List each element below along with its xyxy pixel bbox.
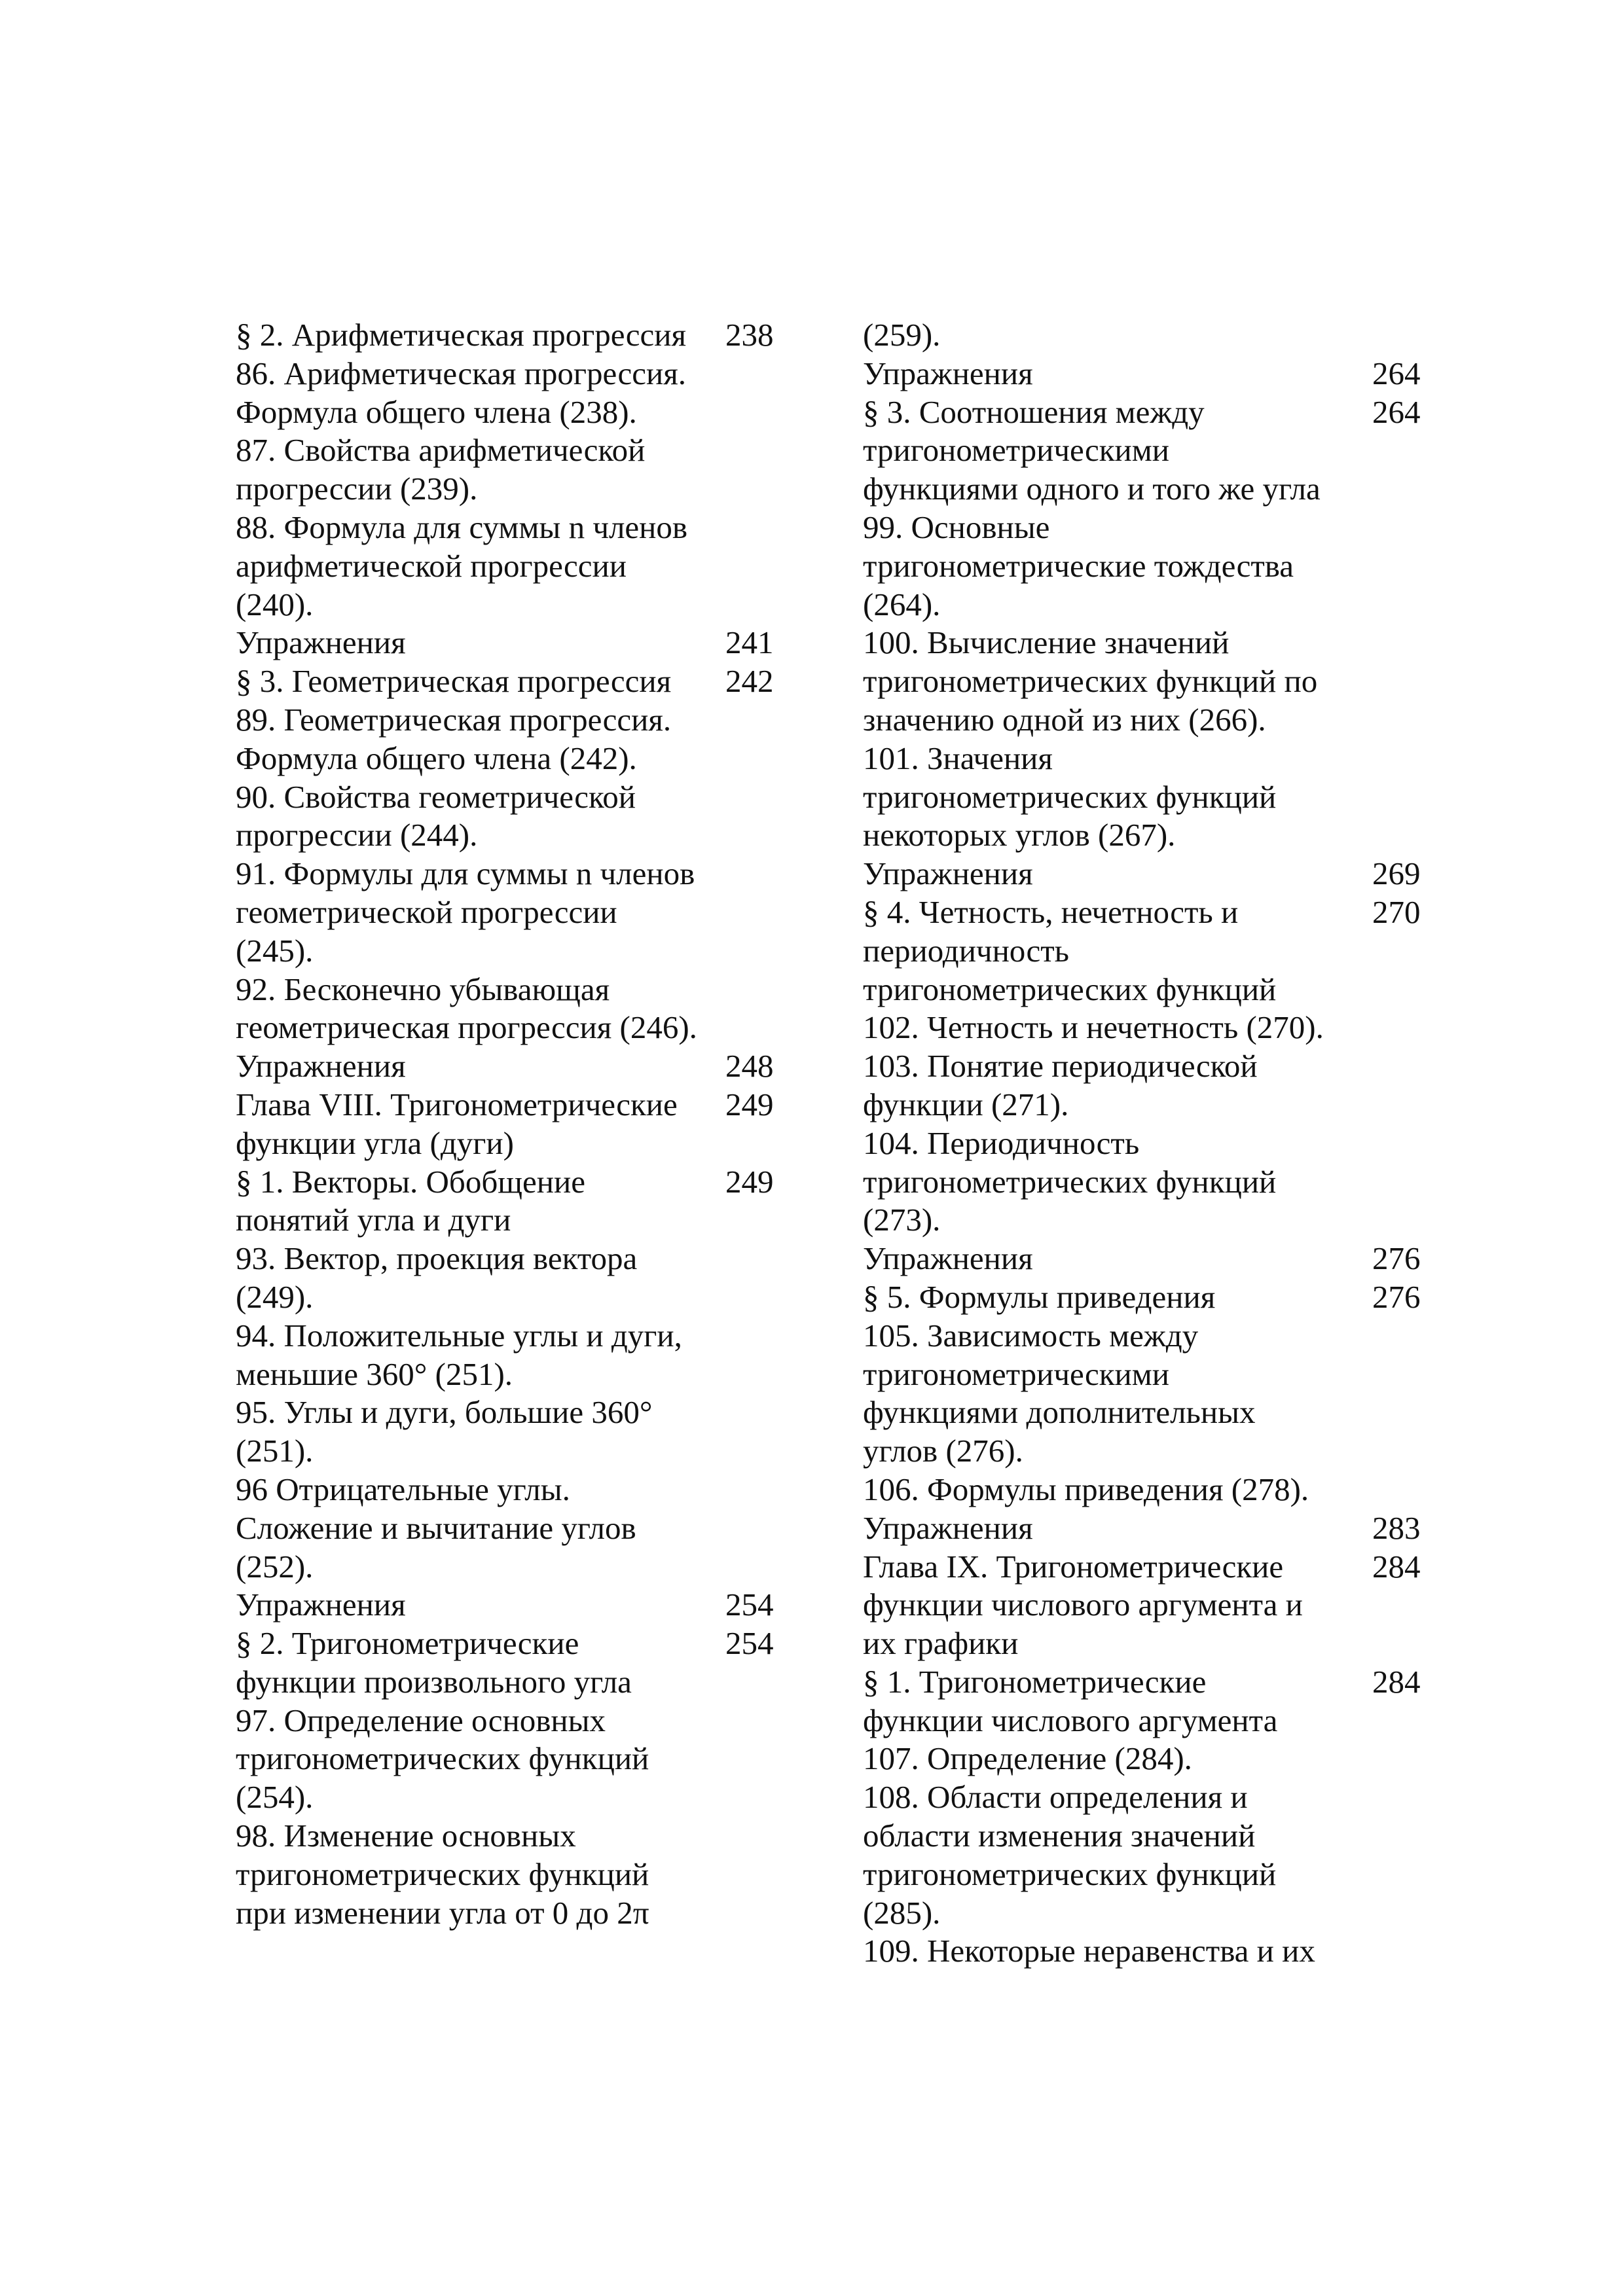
toc-entry	[236, 509, 825, 624]
toc-entry-page: 276	[1372, 1240, 1421, 1277]
toc-entry-page: 248	[725, 1048, 774, 1085]
toc-entry-text: 108. Области определения и области изменения значений тригонометрических функций (285).	[863, 1779, 1277, 1931]
toc-entry-text: 88. Формула для суммы n членов арифметической прогрессии (240).	[236, 509, 688, 622]
toc-entry	[863, 624, 1439, 739]
toc-entry-text: 104. Периодичность тригонометрических функций (273).	[863, 1124, 1277, 1238]
toc-entry	[863, 1509, 1439, 1548]
toc-entry	[236, 316, 825, 355]
toc-entry	[236, 1086, 825, 1163]
toc-entry-text: § 3. Соотношения между тригонометрическими функциями одного и того же угла	[863, 393, 1321, 507]
toc-entry-text: § 3. Геометрическая прогрессия	[236, 663, 672, 700]
toc-entry	[236, 662, 825, 701]
toc-left-column	[236, 316, 825, 1932]
toc-entry	[863, 1932, 1439, 1971]
toc-entry-text: § 1. Тригонометрические функции числового аргумента	[863, 1663, 1278, 1738]
toc-entry-page: 276	[1372, 1278, 1421, 1315]
toc-entry	[236, 1471, 825, 1586]
toc-entry-page: 238	[725, 317, 774, 353]
toc-entry-text: Упражнения	[863, 1240, 1033, 1277]
toc-entry-text: 105. Зависимость между тригонометрическими функциями дополнительных углов (276).	[863, 1317, 1256, 1469]
toc-entry	[863, 1278, 1439, 1317]
toc-entry	[236, 1393, 825, 1471]
toc-entry	[863, 1317, 1439, 1471]
toc-entry	[863, 855, 1439, 893]
toc-entry-text: 102. Четность и нечетность (270).	[863, 1009, 1324, 1046]
toc-entry-text: 95. Углы и дуги, большие 360° (251).	[236, 1394, 653, 1469]
toc-entry-text: Упражнения	[863, 1509, 1033, 1546]
toc-entry	[863, 1047, 1439, 1124]
toc-entry	[863, 1009, 1439, 1047]
toc-entry-text: Упражнения	[863, 855, 1033, 892]
toc-entry-text: Упражнения	[236, 624, 406, 661]
toc-entry-text: (259).	[863, 317, 941, 353]
toc-entry-page: 284	[1372, 1548, 1421, 1585]
toc-entry-page: 264	[1372, 393, 1421, 430]
toc-entry	[236, 971, 825, 1048]
toc-entry	[236, 1317, 825, 1394]
toc-entry-page: 264	[1372, 355, 1421, 391]
toc-entry	[236, 1163, 825, 1240]
toc-entry-text: 100. Вычисление значений тригонометрических функций по значению одной из них (266).	[863, 624, 1318, 738]
toc-entry	[863, 1548, 1439, 1663]
toc-entry-text: 99. Основные тригонометрические тождества (264).	[863, 509, 1294, 622]
toc-entry-text: § 4. Четность, нечетность и периодичность тригонометрических функций	[863, 893, 1277, 1007]
toc-entry-text: 93. Вектор, проекция вектора (249).	[236, 1240, 638, 1315]
toc-entry-text: 87. Свойства арифметической прогрессии (239).	[236, 432, 646, 507]
toc-entry-text: Упражнения	[236, 1587, 406, 1623]
toc-entry	[863, 393, 1439, 509]
toc-entry	[236, 855, 825, 970]
toc-entry-text: 96 Отрицательные углы. Сложение и вычитание углов (252).	[236, 1471, 636, 1585]
toc-entry-page: 284	[1372, 1663, 1421, 1700]
toc-entry	[236, 1817, 825, 1932]
toc-entry	[863, 509, 1439, 624]
toc-entry-text: 103. Понятие периодической функции (271).	[863, 1048, 1258, 1122]
toc-entry	[863, 1663, 1439, 1740]
toc-entry-text: 106. Формулы приведения (278).	[863, 1471, 1309, 1507]
toc-entry	[236, 355, 825, 432]
toc-entry-text: 89. Геометрическая прогрессия. Формула общего члена (242).	[236, 701, 672, 776]
toc-entry-text: 91. Формулы для суммы n членов геометрической прогрессии (245).	[236, 855, 695, 969]
toc-entry	[236, 1702, 825, 1817]
toc-entry	[236, 1047, 825, 1086]
toc-entry-text: § 1. Векторы. Обобщение понятий угла и дуги	[236, 1163, 585, 1238]
toc-entry-text: 90. Свойства геометрической прогрессии (244).	[236, 778, 636, 853]
toc-entry-text: 101. Значения тригонометрических функций некоторых углов (267).	[863, 740, 1277, 853]
toc-entry-text: 86. Арифметическая прогрессия. Формула общего члена (238).	[236, 355, 687, 430]
toc-entry-page: 283	[1372, 1509, 1421, 1546]
toc-entry-text: Глава IX. Тригонометрические функции числового аргумента и их графики	[863, 1548, 1303, 1662]
toc-entry-text: Упражнения	[863, 355, 1033, 391]
toc-entry-text: Упражнения	[236, 1048, 406, 1085]
toc-entry-page: 269	[1372, 855, 1421, 892]
toc-entry	[863, 1740, 1439, 1778]
toc-entry	[863, 1124, 1439, 1240]
toc-entry	[236, 1240, 825, 1317]
toc-entry	[863, 893, 1439, 1009]
toc-entry-text: 97. Определение основных тригонометрических функций (254).	[236, 1702, 649, 1816]
toc-entry	[236, 624, 825, 662]
toc-entry-text: 92. Бесконечно убывающая геометрическая прогрессия (246).	[236, 971, 697, 1046]
toc-entry-page: 242	[725, 663, 774, 700]
toc-entry	[236, 701, 825, 778]
toc-entry	[236, 778, 825, 855]
toc-entry-page: 241	[725, 624, 774, 661]
toc-entry-page: 254	[725, 1587, 774, 1623]
toc-entry-page: 249	[725, 1086, 774, 1122]
toc-entry	[236, 431, 825, 509]
toc-entry	[863, 1778, 1439, 1932]
toc-entry-text: 98. Изменение основных тригонометрических функций при изменении угла от 0 до 2π	[236, 1818, 649, 1931]
toc-entry-text: 107. Определение (284).	[863, 1740, 1192, 1777]
toc-entry	[863, 355, 1439, 393]
toc-entry-text: § 5. Формулы приведения	[863, 1278, 1216, 1315]
toc-entry-text: Глава VIII. Тригонометрические функции угла (дуги)	[236, 1086, 678, 1161]
toc-entry-text: § 2. Тригонометрические функции произвольного угла	[236, 1625, 632, 1700]
toc-entry	[236, 1624, 825, 1702]
toc-entry-page: 254	[725, 1625, 774, 1662]
toc-entry	[236, 1586, 825, 1624]
toc-entry	[863, 316, 1439, 355]
toc-entry-page: 249	[725, 1163, 774, 1200]
toc-entry-text: 109. Некоторые неравенства и их	[863, 1933, 1315, 1969]
toc-entry-text: 94. Положительные углы и дуги, меньшие 360° (251).	[236, 1317, 682, 1392]
toc-entry	[863, 1471, 1439, 1509]
toc-entry	[863, 740, 1439, 855]
toc-entry-text: § 2. Арифметическая прогрессия	[236, 317, 687, 353]
toc-right-column	[863, 316, 1439, 1971]
toc-entry-page: 270	[1372, 893, 1421, 930]
toc-entry	[863, 1240, 1439, 1278]
